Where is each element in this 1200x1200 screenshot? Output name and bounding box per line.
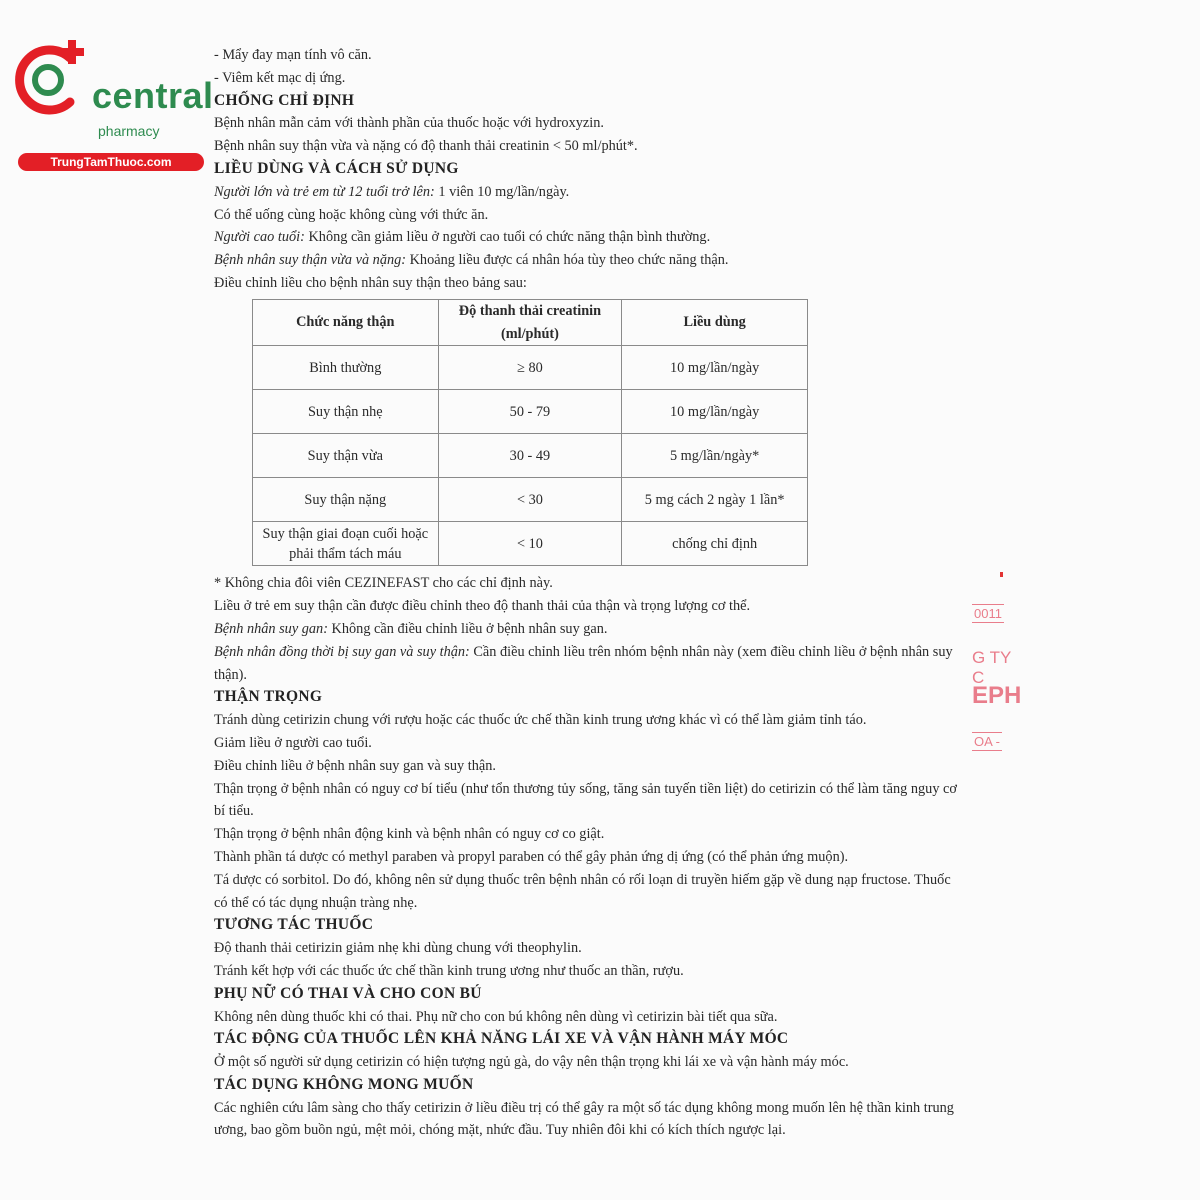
paragraph-lead: Bệnh nhân suy thận vừa và nặng: xyxy=(214,252,407,269)
leaflet-section-bottom xyxy=(214,572,964,1142)
paragraph-lead: Người cao tuổi: xyxy=(214,229,305,246)
red-mark xyxy=(1000,572,1003,577)
paragraph: - Mẩy đay mạn tính vô căn. xyxy=(214,47,372,63)
stamp-text: G TY C xyxy=(972,648,1012,687)
table-row xyxy=(253,478,808,522)
paragraph: Thận trọng ở bệnh nhân động kinh và bệnh nhân có nguy cơ co giật. xyxy=(214,826,605,843)
paragraph-lead: Người lớn và trẻ em từ 12 tuổi trở lên: xyxy=(214,183,435,200)
table-cell: 5 mg cách 2 ngày 1 lần* xyxy=(622,478,808,522)
table-cell: Suy thận vừa xyxy=(253,434,439,478)
table-cell: 5 mg/lần/ngày* xyxy=(622,434,808,478)
brand-sub: pharmacy xyxy=(98,123,160,139)
table-cell: ≥ 80 xyxy=(438,346,622,390)
paragraph xyxy=(214,249,964,272)
paragraph xyxy=(214,226,964,249)
stamp-text: 0011 xyxy=(974,606,1002,621)
paragraph: * Không chia đôi viên CEZINEFAST cho các chỉ định này. xyxy=(214,575,553,592)
table-header: Liều dùng xyxy=(622,299,808,346)
section-heading: TƯƠNG TÁC THUỐC xyxy=(214,916,374,934)
paragraph: Có thể uống cùng hoặc không cùng với thức ăn. xyxy=(214,206,489,223)
table-row xyxy=(253,390,808,434)
table-cell: < 10 xyxy=(438,522,622,566)
table-cell: < 30 xyxy=(438,478,622,522)
paragraph: Bệnh nhân mẫn cảm với thành phần của thuốc hoặc với hydroxyzin. xyxy=(214,115,604,132)
leaflet-body xyxy=(214,44,964,1142)
paragraph: Tá dược có sorbitol. Do đó, không nên sử dụng thuốc trên bệnh nhân có rối loạn di truyền hiếm gặp về dung nạp fructose. Thuốc có thể có tác dụng nhuận tràng nhẹ. xyxy=(214,871,951,911)
paragraph-text: 1 viên 10 mg/lần/ngày. xyxy=(434,183,570,200)
section-heading: LIỀU DÙNG VÀ CÁCH SỬ DỤNG xyxy=(214,159,459,177)
table-header: Độ thanh thải creatinin (ml/phút) xyxy=(438,299,622,346)
table-header-row xyxy=(253,299,808,346)
paragraph-text: Không cần điều chỉnh liều ở bệnh nhân suy gan. xyxy=(327,620,608,637)
paragraph: Tránh kết hợp với các thuốc ức chế thần kinh trung ương như thuốc an thần, rượu. xyxy=(214,962,684,979)
table-cell: Bình thường xyxy=(253,346,439,390)
paragraph xyxy=(214,641,964,687)
brand-site: TrungTamThuoc.com xyxy=(18,153,204,171)
paragraph: Không nên dùng thuốc khi có thai. Phụ nữ cho con bú không nên dùng vì cetirizin bài tiết qua sữa. xyxy=(214,1008,778,1025)
paragraph: Liều ở trẻ em suy thận cần được điều chỉnh theo độ thanh thải của thận và trọng lượng cơ thể. xyxy=(214,598,751,615)
central-pharmacy-logo xyxy=(8,36,218,169)
stamp-text: OA - xyxy=(974,734,1001,749)
paragraph: Thận trọng ở bệnh nhân có nguy cơ bí tiểu (như tổn thương tủy sống, tăng sản tuyến tiền liệt) do cetirizin có thể làm tăng nguy cơ bí tiểu. xyxy=(214,780,957,820)
section-heading: THẬN TRỌNG xyxy=(214,688,323,706)
paragraph-lead: Bệnh nhân đồng thời bị suy gan và suy thận: xyxy=(214,643,470,660)
table-cell: Suy thận nặng xyxy=(253,478,439,522)
section-heading: TÁC DỤNG KHÔNG MONG MUỐN xyxy=(214,1075,474,1093)
paragraph: Độ thanh thải cetirizin giảm nhẹ khi dùng chung với theophylin. xyxy=(214,940,582,957)
table-cell: 10 mg/lần/ngày xyxy=(622,390,808,434)
paragraph: - Viêm kết mạc dị ứng. xyxy=(214,69,346,86)
paragraph xyxy=(214,618,964,641)
renal-dosage-table xyxy=(252,299,808,567)
table-header: Chức năng thận xyxy=(253,299,439,346)
paragraph-lead: Bệnh nhân suy gan: xyxy=(214,620,328,637)
section-heading: TÁC ĐỘNG CỦA THUỐC LÊN KHẢ NĂNG LÁI XE VÀ VẬN HÀNH MÁY MÓC xyxy=(214,1030,789,1048)
table-cell: chống chỉ định xyxy=(622,522,808,566)
leaflet-section-top xyxy=(214,44,964,295)
paragraph: Thành phần tá dược có methyl paraben và propyl paraben có thể gây phản ứng dị ứng (có thể phản ứng muộn). xyxy=(214,848,849,865)
pharmacy-cross-icon xyxy=(8,36,94,122)
paragraph: Bệnh nhân suy thận vừa và nặng có độ thanh thải creatinin < 50 ml/phút*. xyxy=(214,138,638,155)
table-row xyxy=(253,434,808,478)
table-row xyxy=(253,522,808,566)
paragraph: Điều chỉnh liều cho bệnh nhân suy thận theo bảng sau: xyxy=(214,274,527,291)
paragraph-text: Cần điều chỉnh liều trên nhóm bệnh nhân này (xem điều chỉnh liều ở bệnh nhân suy thận). xyxy=(214,643,953,683)
section-heading: PHỤ NỮ CÓ THAI VÀ CHO CON BÚ xyxy=(214,984,482,1002)
paragraph: Các nghiên cứu lâm sàng cho thấy cetirizin ở liều điều trị có thể gây ra một số tác dụng không mong muốn lên hệ thần kinh trung ương, bao gồm buồn ngủ, mệt mỏi, chóng mặt, nhức đầu. Tuy nhiên đôi khi có kích thích ngược lại. xyxy=(214,1099,954,1139)
table-cell: 30 - 49 xyxy=(438,434,622,478)
company-stamp xyxy=(968,598,1022,768)
paragraph: Tránh dùng cetirizin chung với rượu hoặc các thuốc ức chế thần kinh trung ương khác vì có thể làm giảm tỉnh táo. xyxy=(214,712,867,729)
paragraph: Ở một số người sử dụng cetirizin có hiện tượng ngủ gà, do vậy nên thận trọng khi lái xe và vận hành máy móc. xyxy=(214,1054,849,1071)
table-cell: 50 - 79 xyxy=(438,390,622,434)
paragraph: Giảm liều ở người cao tuổi. xyxy=(214,734,372,751)
brand-name: central xyxy=(92,75,214,116)
table-row xyxy=(253,346,808,390)
table-cell: Suy thận giai đoạn cuối hoặc phải thẩm tách máu xyxy=(253,522,439,566)
section-heading: CHỐNG CHỈ ĐỊNH xyxy=(214,91,355,109)
table-cell: 10 mg/lần/ngày xyxy=(622,346,808,390)
stamp-text: EPH xyxy=(972,682,1022,709)
table-cell: Suy thận nhẹ xyxy=(253,390,439,434)
paragraph xyxy=(214,181,964,204)
paragraph-text: Khoảng liều được cá nhân hóa tùy theo chức năng thận. xyxy=(406,252,729,269)
paragraph-text: Không cần giảm liều ở người cao tuổi có chức năng thận bình thường. xyxy=(304,229,711,246)
paragraph: Điều chỉnh liều ở bệnh nhân suy gan và suy thận. xyxy=(214,757,496,774)
